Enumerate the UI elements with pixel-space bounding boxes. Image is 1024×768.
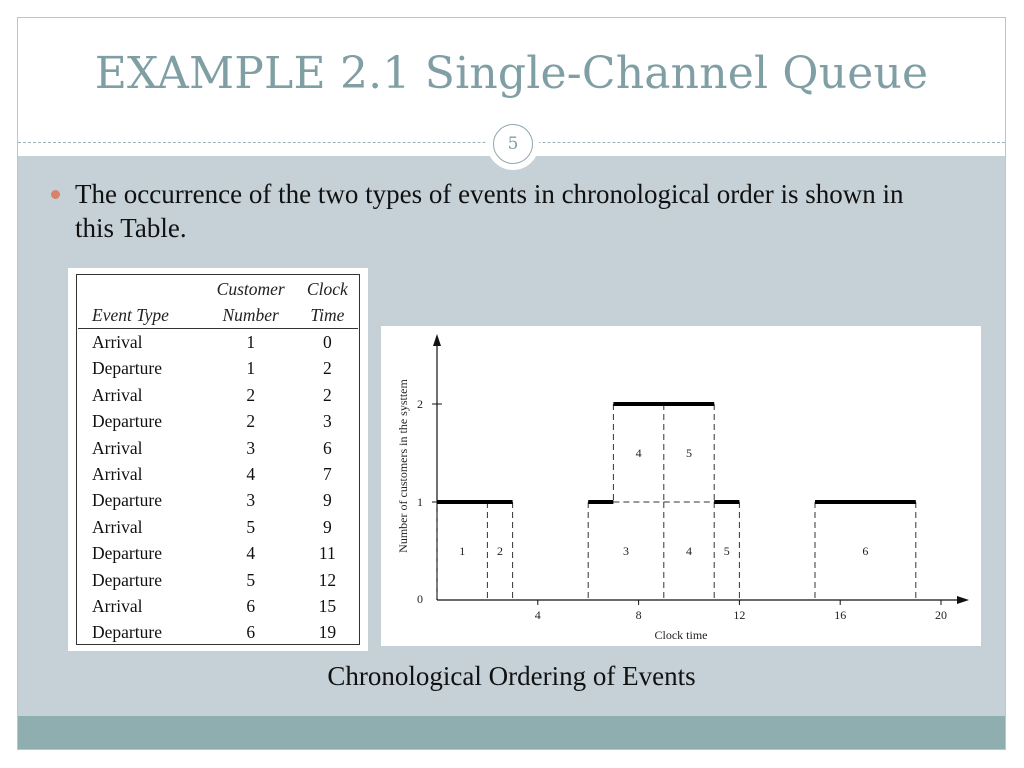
customer-number-cell: 4 <box>246 543 256 564</box>
customer-number-cell: 1 <box>246 332 256 352</box>
slide-number-badge <box>487 118 539 170</box>
table-row <box>78 619 358 645</box>
customer-block-label: 1 <box>459 544 466 558</box>
table-row <box>78 461 358 487</box>
customer-block-label: 4 <box>635 446 642 460</box>
customer-number-cell: 5 <box>246 516 256 537</box>
x-axis-arrow <box>957 596 969 604</box>
events-table <box>78 276 358 646</box>
table-row <box>78 329 358 356</box>
clock-time-cell: 2 <box>322 384 332 405</box>
event-type-cell: Departure <box>92 622 162 643</box>
y-tick-label: 1 <box>417 495 423 509</box>
event-type-cell: Departure <box>92 543 162 564</box>
customer-block-label: 5 <box>723 544 730 558</box>
table-header-cell: Clock <box>306 279 348 299</box>
x-tick-label: 4 <box>534 608 541 622</box>
slide-title: EXAMPLE 2.1 Single-Channel Queue <box>94 48 929 99</box>
bullet-icon <box>51 190 60 199</box>
customer-number-cell: 1 <box>246 358 256 379</box>
customer-block-label: 4 <box>686 544 692 558</box>
table-row <box>78 593 358 619</box>
event-type-cell: Departure <box>92 569 162 590</box>
clock-time-cell: 7 <box>322 464 332 485</box>
table-header-cell: Customer <box>216 279 285 299</box>
event-type-cell: Arrival <box>92 464 143 485</box>
x-axis-label: Clock time <box>654 628 708 642</box>
table-row <box>78 540 358 566</box>
customer-block-label: 3 <box>623 544 629 558</box>
clock-time-cell: 11 <box>318 543 336 564</box>
clock-time-cell: 0 <box>322 332 332 352</box>
event-type-cell: Departure <box>92 358 162 379</box>
clock-time-cell: 3 <box>322 411 332 432</box>
x-tick-label: 12 <box>733 608 746 622</box>
event-type-cell: Arrival <box>92 437 143 458</box>
event-type-cell: Arrival <box>92 596 143 617</box>
table-header-cell: Number <box>205 302 297 329</box>
chart-panel <box>381 326 981 646</box>
y-axis-label: Number of customers in the systtem <box>396 379 410 553</box>
clock-time-cell: 15 <box>318 596 337 617</box>
table-row <box>78 514 358 540</box>
table-header-cell: Time <box>297 302 358 329</box>
table-header-row-top <box>78 276 358 302</box>
event-type-cell: Departure <box>92 411 162 432</box>
table-row <box>78 382 358 408</box>
event-type-cell: Arrival <box>92 384 143 405</box>
event-type-cell: Departure <box>92 490 162 511</box>
customer-block-label: 5 <box>686 446 692 460</box>
customer-number-cell: 6 <box>246 622 256 643</box>
customer-number-cell: 2 <box>246 384 256 405</box>
y-tick-label: 2 <box>417 397 423 411</box>
customer-number-cell: 3 <box>246 437 256 458</box>
customer-block-label: 6 <box>862 544 869 558</box>
table-header-cell <box>78 276 205 302</box>
slide-number: 5 <box>493 124 533 164</box>
customer-number-cell: 5 <box>246 569 256 590</box>
customer-block-label: 2 <box>497 544 503 558</box>
footer-bar <box>18 716 1005 749</box>
customer-number-cell: 2 <box>246 411 256 432</box>
y-tick-label: 0 <box>417 592 423 606</box>
table-header-row-bottom <box>78 302 358 329</box>
customer-number-cell: 4 <box>246 464 256 485</box>
table-row <box>78 435 358 461</box>
table-row <box>78 355 358 381</box>
chart-caption: Chronological Ordering of Events <box>327 661 696 691</box>
clock-time-cell: 19 <box>318 622 337 643</box>
table-row <box>78 487 358 513</box>
customer-number-cell: 6 <box>246 596 256 617</box>
x-tick-label: 8 <box>635 608 642 622</box>
clock-time-cell: 12 <box>318 569 337 590</box>
table-header-cell: Event Type <box>78 302 205 329</box>
x-tick-label: 20 <box>935 608 947 622</box>
y-axis-arrow <box>433 334 441 346</box>
queue-chart <box>381 326 981 646</box>
clock-time-cell: 2 <box>322 358 332 379</box>
event-type-cell: Arrival <box>92 516 143 537</box>
clock-time-cell: 9 <box>322 490 332 511</box>
clock-time-cell: 9 <box>322 516 332 537</box>
customer-number-cell: 3 <box>246 490 256 511</box>
clock-time-cell: 6 <box>322 437 332 458</box>
event-type-cell: Arrival <box>92 332 143 352</box>
events-table-panel <box>68 268 368 651</box>
bullet-text: The occurrence of the two types of events in chronological order is shown in this Table. <box>75 179 904 243</box>
table-row <box>78 408 358 434</box>
table-row <box>78 567 358 593</box>
x-tick-label: 16 <box>834 608 847 622</box>
